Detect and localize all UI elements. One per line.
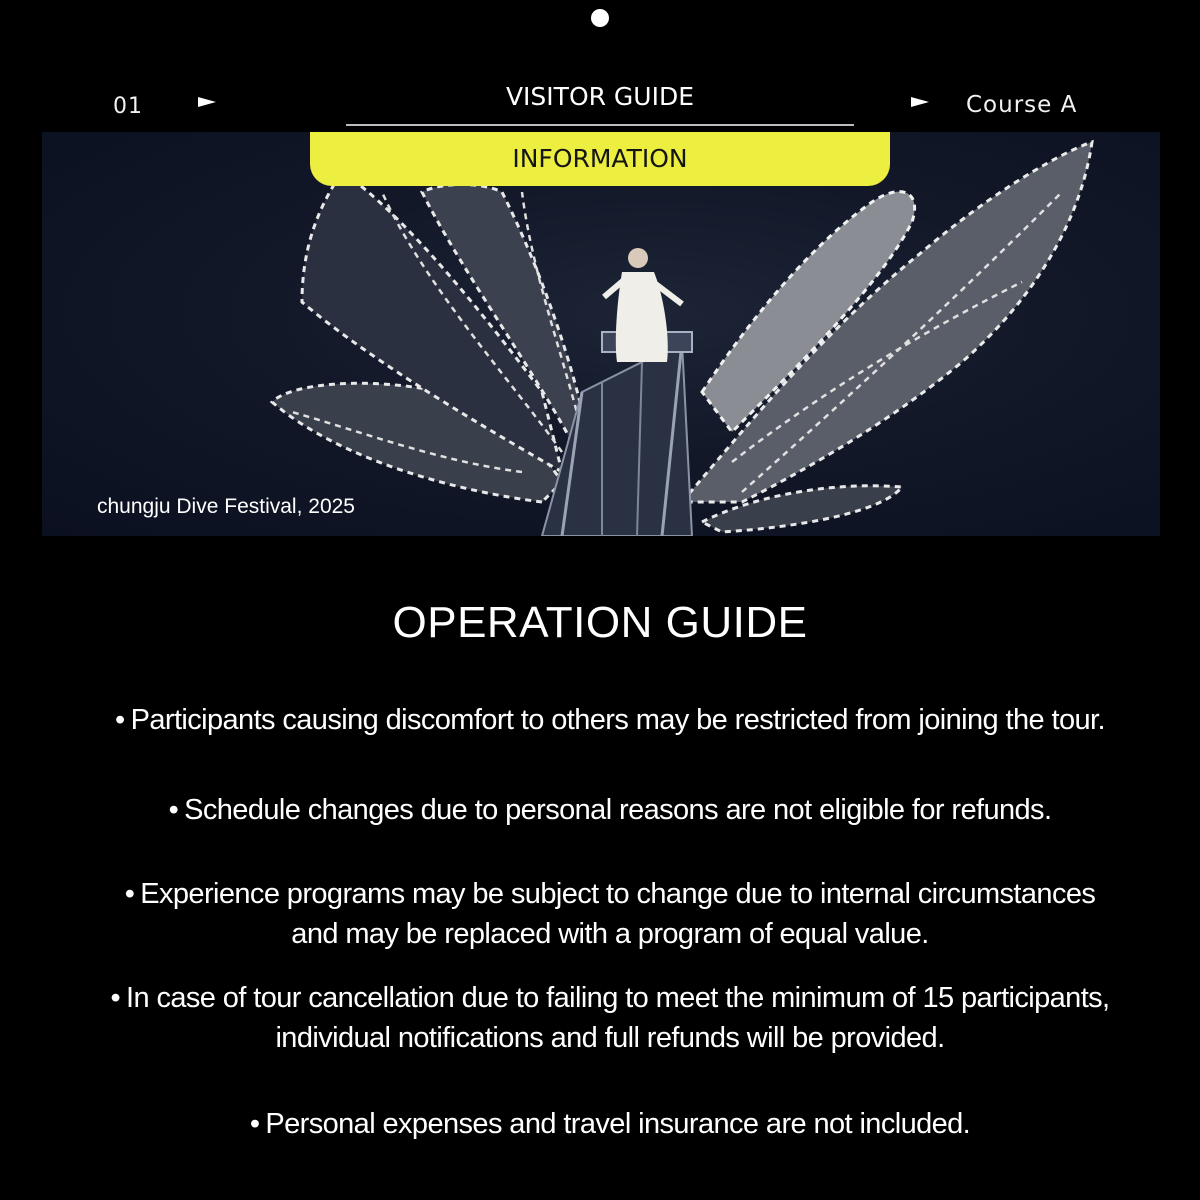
butterfly-wing-illustration: [42, 132, 1160, 536]
section-title: OPERATION GUIDE: [392, 598, 808, 647]
information-tab: INFORMATION: [310, 132, 890, 186]
arrow-right-icon: [911, 97, 929, 107]
rule-text: Participants causing discomfort to others may be restricted from joining the tour.: [130, 704, 1105, 736]
arrow-right-icon: [198, 97, 216, 107]
top-dot-indicator: [591, 9, 609, 27]
bullet-icon: •: [115, 704, 125, 736]
list-item: [40, 978, 1180, 1058]
title-underline: [346, 124, 854, 126]
bullet-icon: •: [110, 982, 121, 1014]
rule-text: Personal expenses and travel insurance are not included.: [265, 1108, 971, 1140]
photo-caption: chungju Dive Festival, 2025: [97, 495, 355, 518]
rule-text: Experience programs may be subject to change due to internal circumstances: [140, 878, 1096, 910]
rule-text-continued: and may be replaced with a program of equal value.: [291, 918, 929, 950]
list-item: [40, 1104, 1180, 1144]
course-label: Course A: [966, 92, 1078, 118]
bullet-icon: •: [124, 878, 135, 910]
list-item: [40, 790, 1180, 830]
rule-text-continued: individual notifications and full refunds will be provided.: [275, 1022, 945, 1054]
list-item: [40, 700, 1180, 740]
rule-text: In case of tour cancellation due to failing to meet the minimum of 15 participants,: [126, 982, 1110, 1014]
page-title: VISITOR GUIDE: [505, 82, 695, 111]
list-item: [40, 874, 1180, 954]
performer-head: [628, 248, 648, 268]
page-number: 01: [113, 94, 143, 119]
bullet-icon: •: [249, 1108, 260, 1140]
festival-photo: [42, 132, 1160, 536]
rule-text: Schedule changes due to personal reasons are not eligible for refunds.: [184, 794, 1052, 826]
bullet-icon: •: [168, 794, 179, 826]
